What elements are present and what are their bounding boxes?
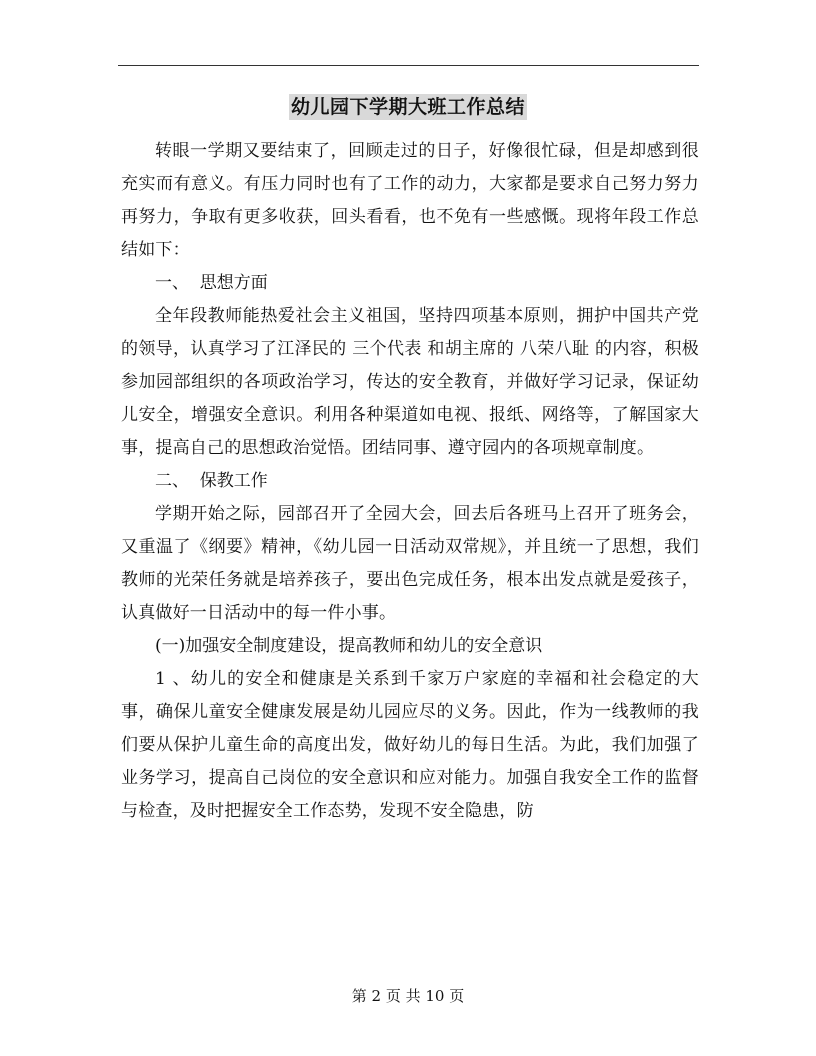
intro-paragraph: 转眼一学期又要结束了，回顾走过的日子，好像很忙碌，但是却感到很充实而有意义。有压力同时也有了工作的动力，大家都是要求自己努力努力再努力，争取有更多收获，回头看看，也不免有一些感慨。现将年段工作总结如下： [121, 141, 699, 260]
header-rule [118, 65, 699, 66]
section-heading-thought: 一、 思想方面 [155, 273, 268, 293]
page-number-footer: 第 2 页 共 10 页 [351, 987, 465, 1005]
education-paragraph: 学期开始之际，园部召开了全园大会，回去后各班马上召开了班务会，又重温了《纲要》精神，《幼儿园一日活动双常规》，并且统一了思想，我们教师的光荣任务就是培养孩子，要出色完成任务，根本出发点就是爱孩子，认真做好一日活动中的每一件小事。 [121, 504, 699, 623]
title-container [0, 94, 816, 120]
section-heading-education: 二、 保教工作 [155, 471, 268, 491]
thought-paragraph: 全年段教师能热爱社会主义祖国，坚持四项基本原则，拥护中国共产党的领导，认真学习了江泽民的 三个代表 和胡主席的 八荣八耻 的内容，积极参加园部组织的各项政治学习，传达的安全教育，并做好学习记录，保证幼儿安全，增强安全意识。利用各种渠道如电视、报纸、网络等，了解国家大事，提高自己的思想政治觉悟。团结同事、遵守园内的各项规章制度。 [121, 306, 699, 458]
subsection-heading-safety: (一)加强安全制度建设，提高教师和幼儿的安全意识 [155, 636, 543, 656]
document-body [121, 135, 699, 828]
safety-paragraph: 1 、幼儿的安全和健康是关系到千家万户家庭的幸福和社会稳定的大事，确保儿童安全健康发展是幼儿园应尽的义务。因此，作为一线教师的我们要从保护儿童生命的高度出发，做好幼儿的每日生活。为此，我们加强了业务学习，提高自己岗位的安全意识和应对能力。加强自我安全工作的监督与检查，及时把握安全工作态势，发现不安全隐患，防 [121, 669, 699, 821]
document-title: 幼儿园下学期大班工作总结 [290, 96, 525, 118]
